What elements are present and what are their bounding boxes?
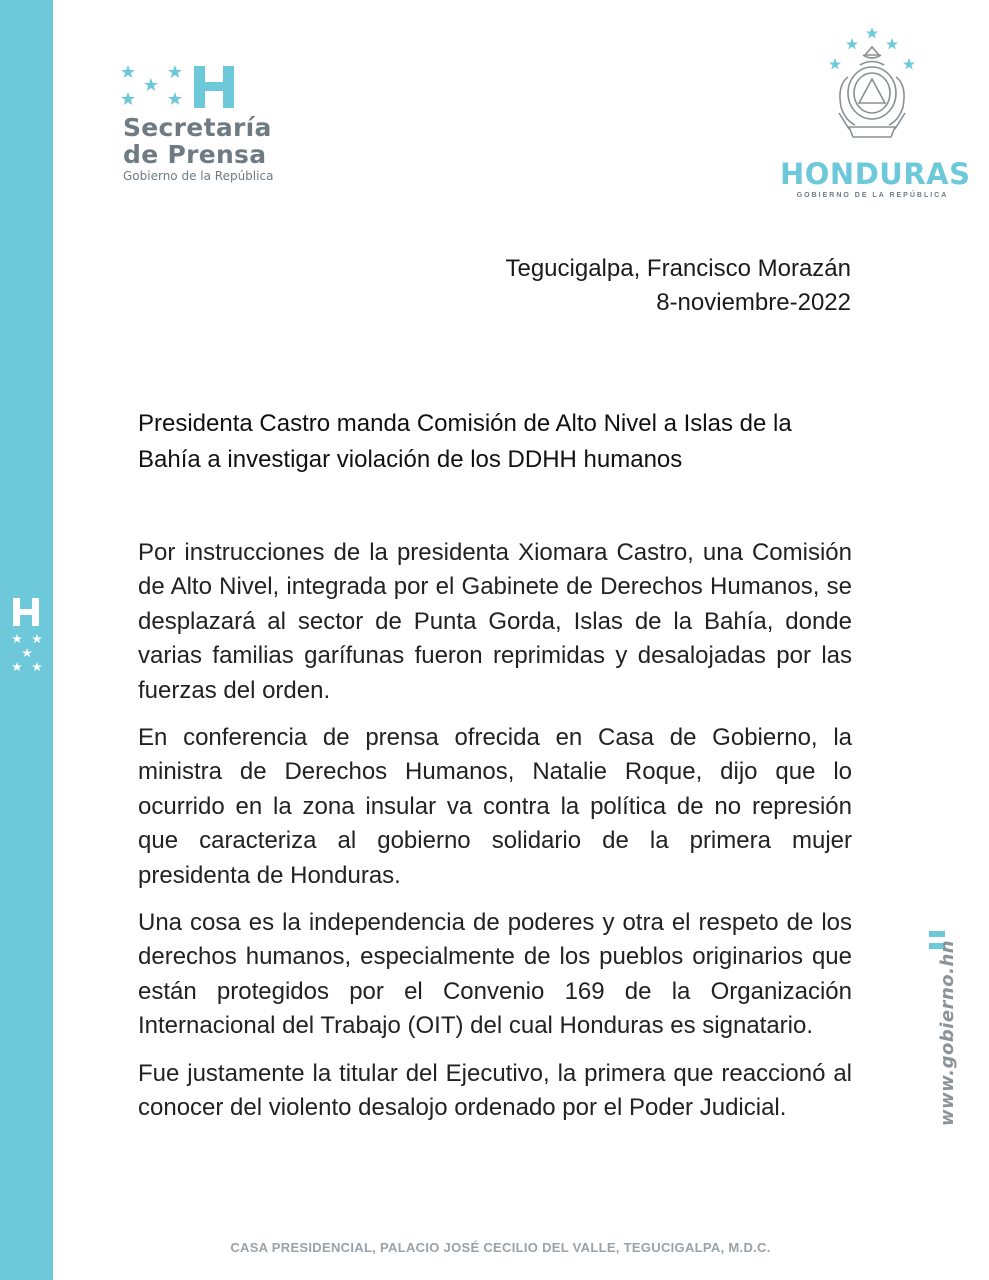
dateline-place: Tegucigalpa, Francisco Morazán [505, 255, 851, 282]
honduras-coat-of-arms-icon [825, 25, 920, 155]
side-accent-bar [0, 0, 53, 1280]
logo-title: Secretaría de Prensa [123, 113, 272, 169]
logo-subtitle: Gobierno de la República [123, 169, 274, 183]
brand-wordmark: HONDURAS [780, 157, 971, 191]
brand-subtitle: GOBIERNO DE LA REPÚBLICA [796, 192, 949, 199]
body-paragraph: Por instrucciones de la presidenta Xiomara Castro, una Comisión de Alto Nivel, integrada por el Gabinete de Derechos Humanos, se desplazará al sector de Punta Gorda, Islas de la Bahía, donde varias familias garífunas fueron reprimidas y desalojadas por las fuerzas del orden. [138, 539, 852, 704]
h-mark-icon [192, 66, 236, 108]
honduras-government-logo [780, 25, 971, 205]
body-paragraph: Una cosa es la independencia de poderes y otra el respeto de los derechos humanos, especialmente de los pueblos originarios que están protegidos por el Convenio 169 de la Organización Internacional del Trabajo (OIT) del cual Honduras es signatario. [138, 909, 852, 1040]
body-paragraph: Fue justamente la titular del Ejecutivo, la primera que reaccionó al conocer del violento desalojo ordenado por el Poder Judicial. [138, 1059, 852, 1122]
press-release-headline: Presidenta Castro manda Comisión de Alto Nivel a Islas de la Bahía a investigar violación de los DDHH humanos [138, 410, 792, 473]
side-url: www.gobierno.hn [937, 939, 958, 1126]
side-h-stars-icon [8, 596, 46, 686]
press-release-body [138, 536, 852, 1139]
secretaria-prensa-logo [118, 62, 298, 192]
dateline [505, 252, 851, 320]
five-stars-icon [118, 62, 188, 108]
body-paragraph: En conferencia de prensa ofrecida en Casa de Gobierno, la ministra de Derechos Humanos, Natalie Roque, dijo que lo ocurrido en la zona insular va contra la política de no represión que caracteriza al gobierno solidario de la primera mujer presidenta de Honduras. [138, 724, 852, 889]
footer-address: CASA PRESIDENCIAL, PALACIO JOSÉ CECILIO DEL VALLE, TEGUCIGALPA, M.D.C. [230, 1240, 771, 1255]
dateline-date: 8-noviembre-2022 [656, 289, 851, 316]
